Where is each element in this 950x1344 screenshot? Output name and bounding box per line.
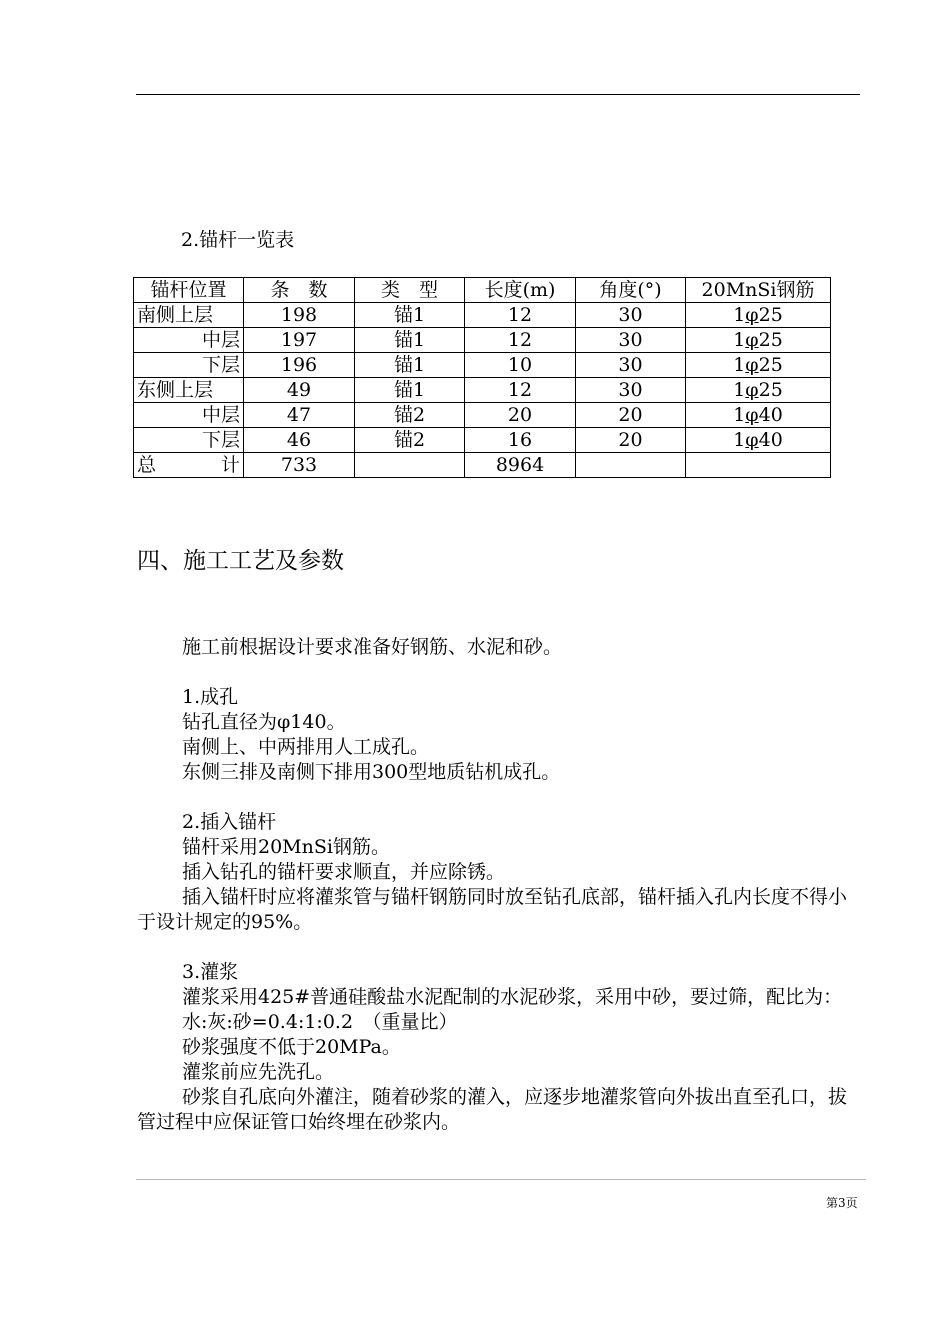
row-position: 中层 <box>134 403 244 428</box>
header-position: 锚杆位置 <box>134 278 244 303</box>
row-position: 下层 <box>134 428 244 453</box>
phi-symbol: φ <box>745 329 759 351</box>
bar-count: 1 <box>733 354 746 376</box>
insertion-section <box>137 810 861 935</box>
bar-diameter: 25 <box>758 354 783 376</box>
insertion-line: 插入钻孔的锚杆要求顺直，并应除锈。 <box>182 861 506 883</box>
row-angle: 30 <box>576 378 686 403</box>
row-type: 锚2 <box>355 403 465 428</box>
row-bar <box>686 303 831 328</box>
bar-count: 1 <box>733 329 746 351</box>
anchor-table <box>133 277 831 478</box>
row-count: 49 <box>244 378 355 403</box>
table-row <box>134 353 831 378</box>
page-number: 第3页 <box>826 1196 858 1210</box>
phi-symbol: φ <box>745 404 759 426</box>
table-row <box>134 328 831 353</box>
grouting-paragraph: 灌浆采用425#普通硅酸盐水泥配制的水泥砂浆，采用中砂，要过筛，配比为： <box>182 986 843 1008</box>
row-length: 16 <box>465 428 576 453</box>
bar-count: 1 <box>733 304 746 326</box>
insertion-line: 锚杆采用20MnSi钢筋。 <box>182 836 390 858</box>
row-bar <box>686 328 831 353</box>
phi-symbol: φ <box>745 354 759 376</box>
row-position: 东侧上层 <box>134 378 244 403</box>
bar-diameter: 40 <box>758 404 783 426</box>
section-heading: 四、施工工艺及参数 <box>137 548 344 574</box>
row-bar <box>686 428 831 453</box>
grouting-line: 砂浆强度不低于20MPa。 <box>182 1036 401 1058</box>
table-row <box>134 403 831 428</box>
row-angle: 30 <box>576 353 686 378</box>
table-row <box>134 303 831 328</box>
row-length: 20 <box>465 403 576 428</box>
table-total-row <box>134 453 831 478</box>
total-length: 8964 <box>465 453 576 478</box>
total-count: 733 <box>244 453 355 478</box>
row-count: 196 <box>244 353 355 378</box>
bar-diameter: 40 <box>758 429 783 451</box>
table-row <box>134 378 831 403</box>
row-type: 锚1 <box>355 353 465 378</box>
row-count: 197 <box>244 328 355 353</box>
row-type: 锚1 <box>355 328 465 353</box>
total-type-empty <box>355 453 465 478</box>
bar-count: 1 <box>733 379 746 401</box>
bar-diameter: 25 <box>758 304 783 326</box>
row-count: 46 <box>244 428 355 453</box>
row-angle: 30 <box>576 328 686 353</box>
table-header-row <box>134 278 831 303</box>
row-length: 12 <box>465 378 576 403</box>
row-type: 锚1 <box>355 303 465 328</box>
row-position: 中层 <box>134 328 244 353</box>
footer-rule <box>136 1179 866 1180</box>
bar-count: 1 <box>733 404 746 426</box>
row-bar <box>686 378 831 403</box>
phi-symbol: φ <box>745 304 759 326</box>
header-length: 长度(m) <box>465 278 576 303</box>
bar-diameter: 25 <box>758 379 783 401</box>
bar-diameter: 25 <box>758 329 783 351</box>
grouting-title: 3.灌浆 <box>182 961 239 983</box>
row-count: 198 <box>244 303 355 328</box>
grouting-section <box>137 960 861 1135</box>
header-angle: 角度(°) <box>576 278 686 303</box>
grouting-paragraph: 砂浆自孔底向外灌注，随着砂浆的灌入，应逐步地灌浆管向外拔出直至孔口，拔管过程中应保证管口始终埋在砂浆内。 <box>137 1086 848 1133</box>
drilling-line: 南侧上、中两排用人工成孔。 <box>182 736 430 758</box>
total-bar-empty <box>686 453 831 478</box>
row-bar <box>686 353 831 378</box>
table-caption: 2.锚杆一览表 <box>181 229 295 251</box>
row-position: 下层 <box>134 353 244 378</box>
header-count: 条 数 <box>244 278 355 303</box>
row-length: 12 <box>465 328 576 353</box>
row-length: 12 <box>465 303 576 328</box>
row-angle: 20 <box>576 428 686 453</box>
header-bar: 20MnSi钢筋 <box>686 278 831 303</box>
drilling-title: 1.成孔 <box>182 686 239 708</box>
intro-paragraph: 施工前根据设计要求准备好钢筋、水泥和砂。 <box>182 636 563 658</box>
header-rule <box>136 94 860 95</box>
total-label: 总计 <box>134 453 244 478</box>
row-length: 10 <box>465 353 576 378</box>
phi-symbol: φ <box>745 379 759 401</box>
phi-symbol: φ <box>745 429 759 451</box>
row-type: 锚2 <box>355 428 465 453</box>
total-angle-empty <box>576 453 686 478</box>
row-bar <box>686 403 831 428</box>
header-type: 类 型 <box>355 278 465 303</box>
row-angle: 30 <box>576 303 686 328</box>
table-row <box>134 428 831 453</box>
grouting-ratio: 水:灰:砂=0.4:1:0.2 （重量比） <box>182 1011 458 1033</box>
insertion-title: 2.插入锚杆 <box>182 811 277 833</box>
insertion-paragraph: 插入锚杆时应将灌浆管与锚杆钢筋同时放至钻孔底部，锚杆插入孔内长度不得小于设计规定的95%。 <box>137 886 848 933</box>
grouting-line: 灌浆前应先洗孔。 <box>182 1061 335 1083</box>
bar-count: 1 <box>733 429 746 451</box>
row-count: 47 <box>244 403 355 428</box>
row-position: 南侧上层 <box>134 303 244 328</box>
row-angle: 20 <box>576 403 686 428</box>
drilling-section <box>137 685 861 785</box>
drilling-line: 钻孔直径为φ140。 <box>182 711 346 733</box>
drilling-line: 东侧三排及南侧下排用300型地质钻机成孔。 <box>182 761 561 783</box>
row-type: 锚1 <box>355 378 465 403</box>
